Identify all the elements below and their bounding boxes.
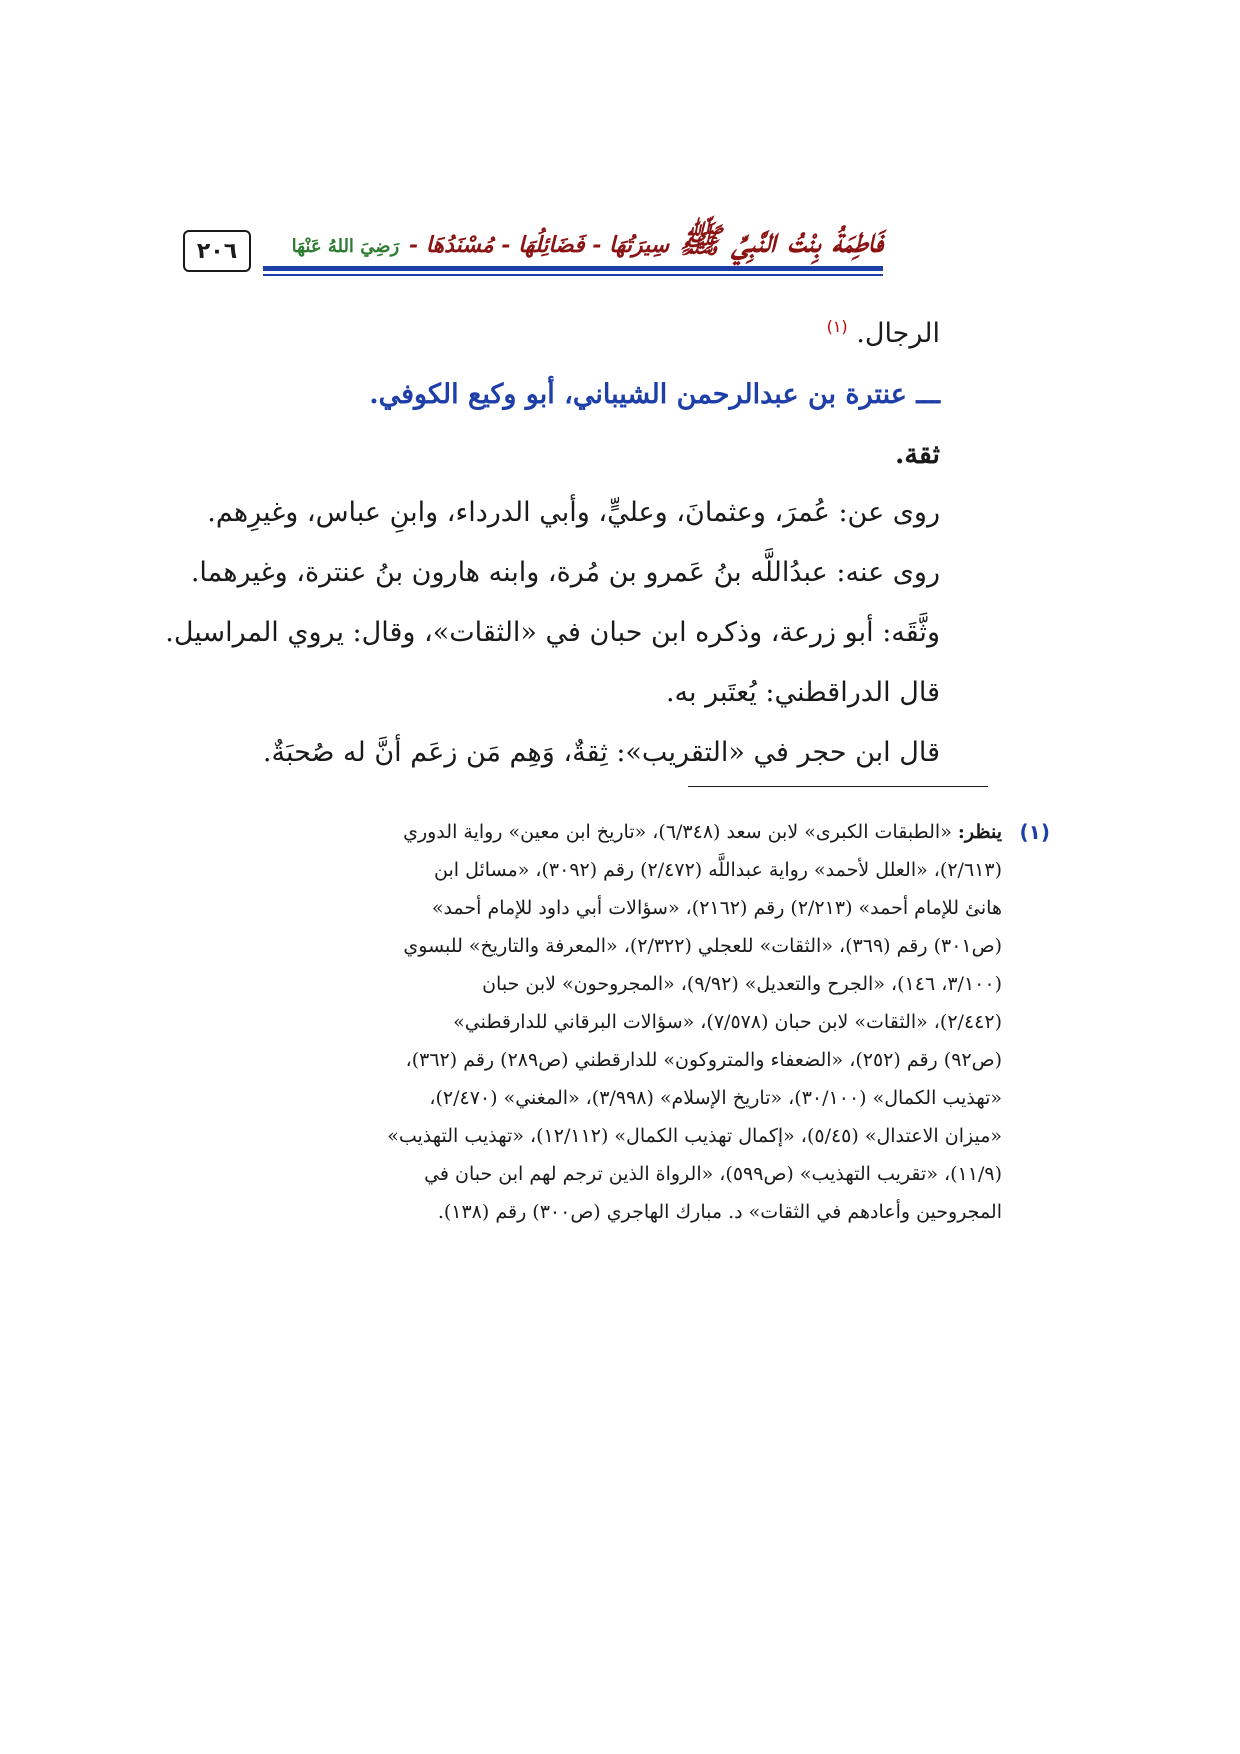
footnote-lead: ينظر: [957, 821, 1002, 843]
footnote-line: المجروحين وأعادهم في الثقات» د. مبارك الهاجري (ص٣٠٠) رقم (١٣٨). [437, 1201, 1002, 1223]
narrator-grade: ثقة. [894, 439, 940, 470]
footnote-text: «الطبقات الكبرى» لابن سعد (٦/٣٤٨)، «تاريخ ابن معين» رواية الدوري [403, 821, 952, 843]
continuation-text: الرجال. [856, 318, 940, 349]
footnote-line: (٢/٤٤٢)، «الثقات» لابن حبان (٧/٥٧٨)، «سؤالات البرقاني للدارقطني» [453, 1011, 1002, 1033]
page-number: ٢٠٦ [183, 230, 251, 272]
authentication-line: وثَّقَه: أبو زرعة، وذكره ابن حبان في «الثقات»، وقال: يروي المراسيل. [165, 617, 940, 648]
running-title [283, 220, 883, 262]
footnote-line: «تهذيب الكمال» (٣٠/١٠٠)، «تاريخ الإسلام» (٣/٩٩٨)، «المغني» (٢/٤٧٠)، [429, 1087, 1002, 1109]
continuation-line [827, 312, 940, 349]
narrated-from-line: روى عن: عُمرَ، وعثمانَ، وعليٍّ، وأبي الدرداء، وابنِ عباس، وغيرِهم. [207, 497, 940, 528]
footnote-line [403, 820, 1002, 844]
footnote-line: «ميزان الاعتدال» (٥/٤٥)، «إكمال تهذيب الكمال» (١٢/١١٢)، «تهذيب التهذيب» [387, 1125, 1002, 1147]
footnote-line: هانئ للإمام أحمد» (٢/٢١٣) رقم (٢١٦٢)، «سؤالات أبي داود للإمام أحمد» [431, 897, 1002, 919]
header-rule-thick [263, 266, 883, 271]
footnote-line: (٢/٦١٣)، «العلل لأحمد» رواية عبداللَّه (٢/٤٧٢) رقم (٣٠٩٢)، «مسائل ابن [434, 859, 1002, 881]
page-header [183, 216, 883, 274]
footnote-number: (١) [1019, 820, 1050, 844]
honorific-phrase: رَضِيَ اللهُ عَنْهَا [291, 236, 400, 257]
footnote-line: (ص٩٢) رقم (٢٥٢)، «الضعفاء والمتروكون» للدارقطني (ص٢٨٩) رقم (٣٦٢)، [405, 1049, 1002, 1071]
footnote-reference: (١) [826, 317, 848, 336]
header-rule-thin [263, 274, 883, 276]
footnote-line: (١١/٩)، «تقريب التهذيب» (ص٥٩٩)، «الرواة الذين ترجم لهم ابن حبان في [424, 1163, 1002, 1185]
narrated-by-line: روى عنه: عبدُاللَّه بنُ عَمرو بن مُرة، وابنه هارون بنُ عنترة، وغيرهما. [190, 557, 940, 588]
footnote-line: (ص٣٠١) رقم (٣٦٩)، «الثقات» للعجلي (٢/٣٢٢)، «المعرفة والتاريخ» للبسوي [403, 935, 1002, 957]
ibn-hajar-line: قال ابن حجر في «التقريب»: ثِقةٌ، وَهِم مَن زعَم أنَّ له صُحبَةٌ. [262, 737, 940, 768]
book-title: فَاطِمَةُ بِنْتُ النَّبِيِّ ﷺ [679, 221, 883, 261]
book-subtitle: سِيرَتُهَا - فَضَائِلُهَا - مُسْنَدُهَا - [408, 232, 670, 258]
narrator-heading: ـــ عنترة بن عبدالرحمن الشيباني، أبو وكيع الكوفي. [369, 379, 940, 410]
daraqutni-line: قال الدراقطني: يُعتَبر به. [665, 677, 940, 708]
footnote-divider [688, 786, 988, 787]
footnote-line: (٣/١٠٠، ١٤٦)، «الجرح والتعديل» (٩/٩٢)، «المجروحون» لابن حبان [482, 973, 1002, 995]
